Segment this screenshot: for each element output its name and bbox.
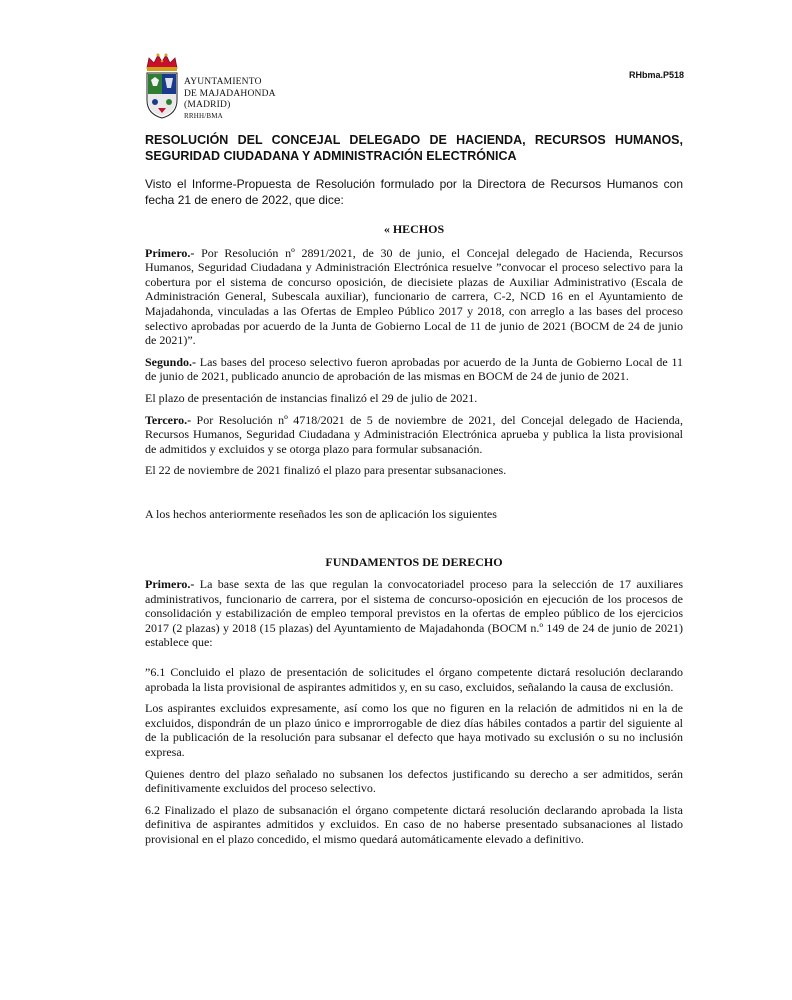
- quote-6-2: 6.2 Finalizado el plazo de subsanación el órgano competente dictará resolución declarando aprobada la lista definitiva de aspirantes admitidos y excluidos. En caso de no haberse presentado subsanaciones al listado provisional en el plazo concedido, el mismo quedará automáticamente elevado a definitivo.: [145, 802, 683, 846]
- hechos-tercero: [145, 413, 683, 457]
- document-reference: RHbma.P518: [628, 70, 684, 80]
- quote-quienes: Quienes dentro del plazo señalado no subsanen los defectos justificando su derecho a ser admitidos, serán definitivamente excluidos del proceso selectivo.: [145, 766, 683, 796]
- coat-of-arms-icon: [143, 50, 181, 120]
- paragraph-label: Tercero.-: [145, 412, 192, 427]
- intro-paragraph: Visto el Informe-Propuesta de Resolución formulado por la Directora de Recursos Humanos con fecha 21 de enero de 2022, que dice:: [145, 177, 683, 207]
- hechos-primero: [145, 246, 683, 348]
- paragraph-text: Por Resolución nº 4718/2021 de 5 de noviembre de 2021, del Concejal delegado de Hacienda, Recursos Humanos, Seguridad Ciudadana y Administración Electrónica aprueba y publica la lista provisional de admitidos y excluidos y se otorga plazo para formular subsanación.: [145, 412, 683, 456]
- quote-6-1: ”6.1 Concluido el plazo de presentación de solicitudes el órgano competente dictará resolución declarando aprobada la lista provisional de aspirantes admitidos y, en su caso, excluidos, señalando la causa de exclusión.: [145, 665, 683, 694]
- resolution-title: RESOLUCIÓN DEL CONCEJAL DELEGADO DE HACIENDA, RECURSOS HUMANOS, SEGURIDAD CIUDADANA Y ADMINISTRACIÓN ELECTRÓNICA: [145, 133, 683, 163]
- paragraph-text: Las bases del proceso selectivo fueron aprobadas por acuerdo de la Junta de Gobierno Local de 11 de junio de 2021, publicado anuncio de aprobación de las mismas en BOCM de 24 de junio de 2021.: [145, 354, 683, 384]
- quote-excluidos: Los aspirantes excluidos expresamente, así como los que no figuren en la relación de admitidos ni en la de excluidos, dispondrán de un plazo único e improrrogable de diez días hábiles contados a partir del siguiente al de la publicación de la resolución para subsanar el defecto que haya motivado su exclusión o su no inclusión expresa.: [145, 701, 683, 760]
- hechos-plazo: El plazo de presentación de instancias finalizó el 29 de julio de 2021.: [145, 390, 478, 405]
- hechos-heading: « HECHOS: [383, 222, 445, 236]
- organization-name: [184, 77, 276, 121]
- paragraph-text: La base sexta de las que regulan la convocatoriadel proceso para la selección de 17 auxiliares administrativos, funcionario de carrera, por el sistema de concurso-oposición en ejecución de los procesos de consolidación y estabilización de empleo temporal previstos en la ofertas de empleo público de los ejercicios 2017 (2 plazas) y 2018 (15 plazas) del Ayuntamiento de Majadahonda (BOCM n.º 149 de 24 de junio de 2021) establece que:: [145, 577, 683, 650]
- paragraph-label: Primero.-: [145, 577, 195, 592]
- fundamentos-primero: [145, 577, 683, 650]
- hechos-subsanacion: El 22 de noviembre de 2021 finalizó el plazo para presentar subsanaciones.: [145, 463, 507, 478]
- org-line: (MADRID): [184, 100, 231, 110]
- document-body: [145, 222, 683, 854]
- spacer: [145, 485, 683, 507]
- org-line: AYUNTAMIENTO: [184, 77, 262, 87]
- spacer: [145, 657, 683, 665]
- org-department: RRHH/BMA: [184, 111, 223, 120]
- paragraph-text: Por Resolución nº 2891/2021, de 30 de junio, el Concejal delegado de Hacienda, Recursos Humanos, Seguridad Ciudadana y Administración Electrónica resuelve ”convocar el proceso selectivo para la cobertura por el sistema de concurso oposición, de diecisiete plazas de Auxiliar Administrativo (Escala de Administración General, Subescala auxiliar), funcionario de carrera, C-2, NCD 16 en el Ayuntamiento de Majadahonda, vinculadas a las Ofertas de Empleo Público 2017 y 2018, con arreglo a las bases del proceso selectivo aprobadas por acuerdo de la Junta de Gobierno Local de 11 de junio de 2021 (BOCM de 24 de junio de 2021)”.: [145, 245, 683, 348]
- transition-paragraph: A los hechos anteriormente reseñados les son de aplicación los siguientes: [145, 506, 497, 521]
- fundamentos-heading: FUNDAMENTOS DE DERECHO: [325, 554, 503, 569]
- org-line: DE MAJADAHONDA: [184, 88, 276, 99]
- spacer: [145, 529, 683, 555]
- paragraph-label: Primero.-: [145, 245, 195, 260]
- paragraph-label: Segundo.-: [145, 354, 197, 369]
- hechos-segundo: [145, 355, 683, 384]
